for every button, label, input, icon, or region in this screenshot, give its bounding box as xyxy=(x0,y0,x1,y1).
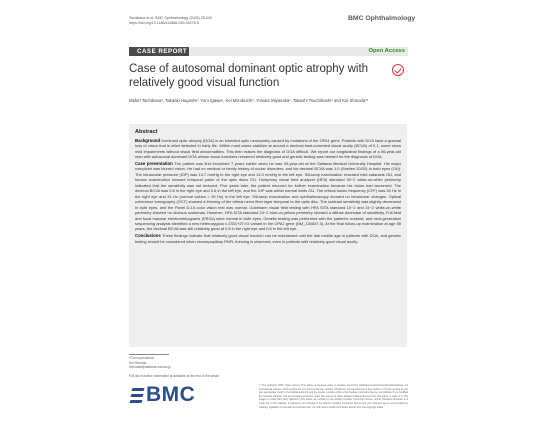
open-access-label: Open Access xyxy=(368,48,405,54)
abstract-case-presentation xyxy=(135,161,401,232)
abstract-background xyxy=(135,138,401,160)
journal-name: BMC Ophthalmology xyxy=(348,15,416,22)
bmc-logo-icon xyxy=(130,386,144,404)
section-text: These findings indicate that relatively good visual function can be maintained until the late middle age in patients with DOA, and genetic testing should be considered when circumpapillary RNFL thinning is observed, even in patients with relatively good visual acuity. xyxy=(135,233,401,244)
bmc-logo-text: BMC xyxy=(146,383,196,406)
author-info-note: Full list of author information is available at the end of the article xyxy=(129,374,220,378)
article-title: Case of autosomal dominant optic atrophy with relatively good visual function xyxy=(129,63,369,89)
section-label: Case presentation xyxy=(135,161,173,166)
section-text: The patient was first examined 7 years earlier when he was 49-year-old at the Saitama Medical University Hospital. His major complaint was blurred vision. He had no medical or family history of ocular disorders, and his decimal BCVA was 1.0 (Snellen 20/20) in both eyes (OU). The intraocular pressure (IOP) was 13.7 mmHg in the right eye and 14.0 mmHg in the left eye. Slit-lamp examination revealed mild cataracts OU, and fundus examination showed temporal pallor of the optic discs OU. Humphrey visual field analyzer (HFA) standard 30−2 white-on-white perimetry indicated that the sensitivity was not reduced. Five years later, the patient returned for further examination because his vision had worsened. The decimal BCVA was 0.8 in the right eye and 0.6 in the left eye, and the IOP was within normal limits OU. The critical fusion frequency (CFF) was 30 Hz in the right eye and 31 Hz (normal values > 39 Hz) in the left eye. Slit-lamp examination and ophthalmoscopy showed no intraocular changes. Optical coherence tomography (OCT) showed a thinning of the retinal nerve fiber layer temporal to the optic disc. The contrast sensitivity was slightly decreased in both eyes, and the Panel D-15 color vision test was normal. Goldmann visual field testing with HFA SITA standard 10−2 and 24−2 white-on-white perimetry showed no obvious scotomas. However, HFA SITA standard 24−2 blue-on-yellow perimetry showed a diffuse decrease of sensitivity. Full-field and focal macular electroretinograms (ERGs) were normal in both eyes. Genetic testing was performed with the patient's consent, and next-generation sequencing analysis identified a new heterozygous c.2331+2T>G variant in the OPA1 gene (NM_130837.3). At the final follow-up examination at age 55 years, the decimal BCVA was still relatively good at 0.8 in the right eye and 0.6 in the left eye. xyxy=(135,161,401,232)
doi-link[interactable]: https://doi.org/10.1186/s12886-025-04276-5 xyxy=(129,21,199,25)
correspondence-label: *Correspondence: xyxy=(129,356,155,360)
license-text: © The Author(s) 2025. Open Access This article is licensed under a Creative Commons Attribution-NonCommercial-NoDerivatives 4.0 International License, which permits any non-commercial use, sharing, distribution and reproduction in any medium or format, as long as you give appropriate credit to the original author(s) and the source, provide a link to the Creative Commons licence, and indicate if you modified the licensed material. You do not have permission under this licence to share adapted material derived from this article or parts of it. The images or other third party material in this article are included in the article's Creative Commons licence, unless indicated otherwise in a credit line to the material. If material is not included in the article's Creative Commons licence and your intended use is not permitted by statutory regulation or exceeds the permitted use, you will need to obtain permission directly from the copyright holder. xyxy=(259,384,408,409)
crossmark-icon[interactable] xyxy=(392,64,404,76)
section-label: Background xyxy=(135,138,161,143)
section-label: Conclusions xyxy=(135,233,161,239)
section-text: Dominant optic atrophy (DOA) is an inherited optic neuropathy caused by mutations of the OPA1 gene. Patients with DOA have a gradual loss of vision that is often detected in early life. Within most cases stabilize at around a decimal best-corrected visual acuity (BCVA) of 0.1, some show mild impairments without visual field abnormalities. This then makes the diagnosis of DOA difficult. We report our longitudinal findings of a 56-year-old man with autosomal dominant DOA whose visual functions remained relatively good and genetic testing was needed for the diagnosis of DOA. xyxy=(135,138,401,160)
citation-header xyxy=(129,16,299,26)
citation-line: Tachibana et al. BMC Ophthalmology (2025) 25:443 xyxy=(129,16,212,20)
correspondence-footnote xyxy=(129,356,249,370)
article-type-ribbon xyxy=(129,47,408,56)
abstract-heading: Abstract xyxy=(135,129,158,135)
article-type-label: CASE REPORT xyxy=(129,47,189,56)
footnote-divider xyxy=(129,354,169,355)
correspondence-name: Kei Shinoda xyxy=(129,360,147,365)
abstract-conclusions xyxy=(135,233,401,244)
author-list: Midori Tachibana¹, Takaaki Hayashi², Yuro Igawa¹, Kei Mizobuchi², Yosuke Miyasaka¹, Takashi Tsuchihashi³ and Kei Shinoda¹* xyxy=(129,98,369,103)
abstract-box xyxy=(129,124,407,347)
correspondence-email[interactable]: shinodak@saitama-med.ac.jp xyxy=(129,365,172,369)
